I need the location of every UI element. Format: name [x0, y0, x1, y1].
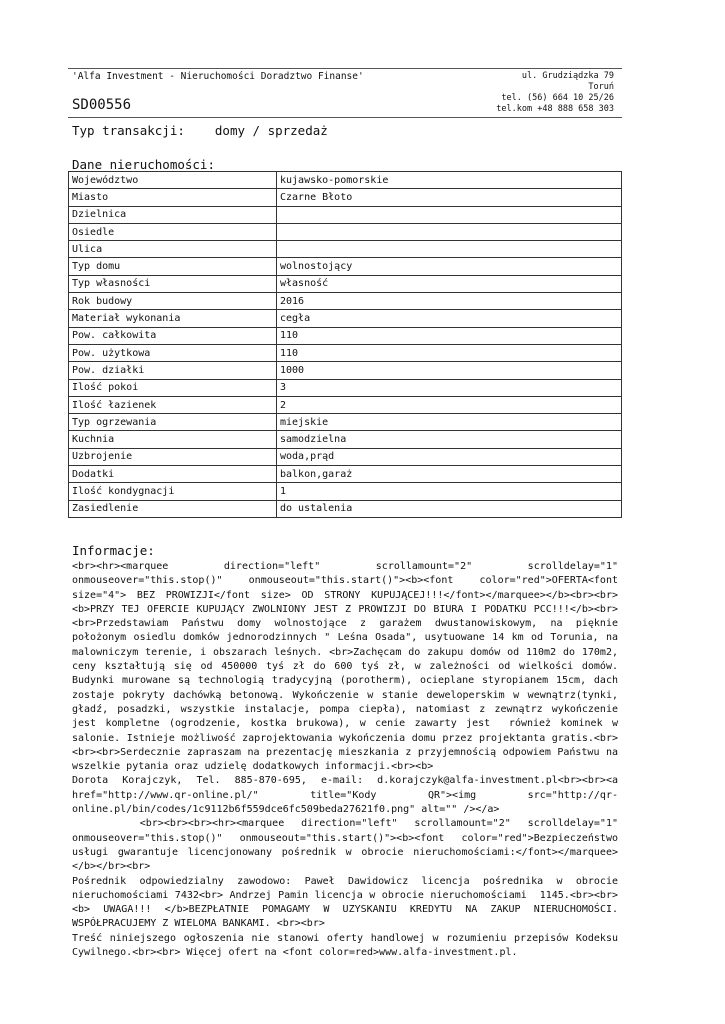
transaction-value: domy / sprzedaż — [214, 123, 328, 138]
property-row — [69, 327, 622, 344]
property-key: Pow. całkowita — [69, 327, 277, 344]
property-key: Typ własności — [69, 275, 277, 292]
property-value: samodzielna — [277, 431, 622, 448]
property-key: Dodatki — [69, 466, 277, 483]
property-key: Miasto — [69, 189, 277, 206]
property-key: Ilość łazienek — [69, 396, 277, 413]
phone: tel. (56) 664 10 25/26 — [501, 93, 614, 103]
property-key: Typ ogrzewania — [69, 414, 277, 431]
property-value: własność — [277, 275, 622, 292]
property-row — [69, 310, 622, 327]
property-value — [277, 241, 622, 258]
property-key: Zasiedlenie — [69, 500, 277, 517]
property-value: 1000 — [277, 362, 622, 379]
property-key: Rok budowy — [69, 293, 277, 310]
property-value: 2016 — [277, 293, 622, 310]
mobile-phone: tel.kom +48 888 658 303 — [496, 104, 614, 114]
property-row — [69, 293, 622, 310]
property-row — [69, 500, 622, 517]
header-bottom-rule — [68, 117, 622, 118]
property-row — [69, 189, 622, 206]
property-row — [69, 223, 622, 240]
property-row — [69, 362, 622, 379]
property-value: 2 — [277, 396, 622, 413]
property-row — [69, 466, 622, 483]
property-row — [69, 396, 622, 413]
property-value: 3 — [277, 379, 622, 396]
transaction-type — [72, 123, 328, 138]
property-value: 110 — [277, 344, 622, 361]
property-value — [277, 223, 622, 240]
property-row — [69, 448, 622, 465]
property-heading: Dane nieruchomości: — [72, 157, 215, 172]
property-key: Ilość kondygnacji — [69, 483, 277, 500]
contact-block — [496, 71, 614, 115]
property-key: Kuchnia — [69, 431, 277, 448]
address-line-2: Toruń — [588, 82, 614, 92]
property-key: Dzielnica — [69, 206, 277, 223]
property-row — [69, 275, 622, 292]
property-key: Materiał wykonania — [69, 310, 277, 327]
transaction-label: Typ transakcji: — [72, 123, 185, 138]
property-row — [69, 241, 622, 258]
property-row — [69, 258, 622, 275]
info-text: <br><hr><marquee direction="left" scrollamount="2" scrolldelay="1" onmouseover="this.stop()" onmouseout="this.start()"><b><font color="red">OFERTA<font size="4"> BEZ PROWIZJI</font size> OD STRONY KUPUJĄCEJ!!!</font></marquee></b><br><br><b>PRZY TEJ OFERCIE KUPUJĄCY ZWOLNIONY JEST Z PROWIZJI DO BIURA I PODATKU PCC!!!</b><br><br>Przedstawiam Państwu domy wolnostojące z garażem dwustanowiskowym, na pięknie położonym osiedlu domków jednorodzinnych " Leśna Osada", usytuowane 14 km od Torunia, na malowniczym terenie, i obszarach leśnych. <br>Zachęcam do zakupu domów od 110m2 do 170m2, ceny kształtują się od 450000 tyś zł do 600 tyś zł, w zależności od wielkości domów. Budynki murowane są technologią tradycyjną (porotherm), ocieplane styropianem 15cm, dach zostaje pokryty dachówką betonową. Wykończenie w stanie deweloperskim w wewnątrz(tynki, gładź, posadzki, wszystkie instalacje, pompa ciepła), natomiast z zewnątrz wykończenie jest kompletne (ogrodzenie, kostka brukowa), w cenie zawarty jest również kominek w salonie. Istnieje możliwość zaprojektowania wykończenia domu przez projektanta gratis.<br><br><br>Serdecznie zapraszam na prezentację mieszkania z przyjemnością odpowiem Państwu na wszelkie pytania oraz udzielę dodatkowych informacji.<br><b> Dorota Korajczyk, Tel. 885-870-695, e-mail: d.korajczyk@alfa-investment.pl<br><br><a href="http://www.qr-online.pl/" title="Kody QR"><img src="http://qr-online.pl/bin/codes/1c9112b6f559dce6fc509beda27621f0.png" alt="" /></a> <br><br><br><hr><marquee direction="left" scrollamount="2" scrolldelay="1" onmouseover="this.stop()" onmouseout="this.start()"><b><font color="red">Bezpieczeństwo usługi gwarantuje licencjonowany pośrednik w obrocie nieruchomościami:</font></marquee></b></br><br> Pośrednik odpowiedzialny zawodowo: Paweł Dawidowicz licencja pośrednika w obrocie nieruchomościami 7432<br> Andrzej Pamin licencja w obrocie nieruchomościami 1145.<br><br><b> UWAGA!!! </b>BEZPŁATNIE POMAGAMY W UZYSKANIU KREDYTU NA ZAKUP NIERUCHOMOŚCI. WSPÓŁPRACUJEMY Z WIELOMA BANKAMI. <br><br> Treść niniejszego ogłoszenia nie stanowi oferty handlowej w rozumieniu przepisów Kodeksu Cywilnego.<br><br> Więcej ofert na <font color=red>www.alfa-investment.pl. — [72, 561, 618, 959]
property-value: 1 — [277, 483, 622, 500]
property-value — [277, 206, 622, 223]
property-key: Uzbrojenie — [69, 448, 277, 465]
address-line-1: ul. Grudziądzka 79 — [521, 71, 614, 81]
property-key: Osiedle — [69, 223, 277, 240]
property-key: Ulica — [69, 241, 277, 258]
offer-code: SD00556 — [72, 97, 132, 113]
property-value: kujawsko-pomorskie — [277, 172, 622, 189]
property-row — [69, 483, 622, 500]
agency-name: 'Alfa Investment - Nieruchomości Doradztwo Finanse' — [72, 71, 364, 82]
property-key: Ilość pokoi — [69, 379, 277, 396]
property-value: balkon,garaż — [277, 466, 622, 483]
property-value: do ustalenia — [277, 500, 622, 517]
property-row — [69, 344, 622, 361]
property-row — [69, 206, 622, 223]
property-value: miejskie — [277, 414, 622, 431]
property-table — [68, 171, 622, 518]
property-key: Pow. działki — [69, 362, 277, 379]
property-key: Typ domu — [69, 258, 277, 275]
property-value: cegła — [277, 310, 622, 327]
property-key: Pow. użytkowa — [69, 344, 277, 361]
property-row — [69, 431, 622, 448]
property-value: wolnostojący — [277, 258, 622, 275]
property-value: Czarne Błoto — [277, 189, 622, 206]
property-row — [69, 172, 622, 189]
property-row — [69, 379, 622, 396]
property-value: 110 — [277, 327, 622, 344]
property-key: Województwo — [69, 172, 277, 189]
header-top-rule — [68, 68, 622, 69]
property-value: woda,prąd — [277, 448, 622, 465]
info-heading: Informacje: — [72, 543, 155, 558]
property-row — [69, 414, 622, 431]
